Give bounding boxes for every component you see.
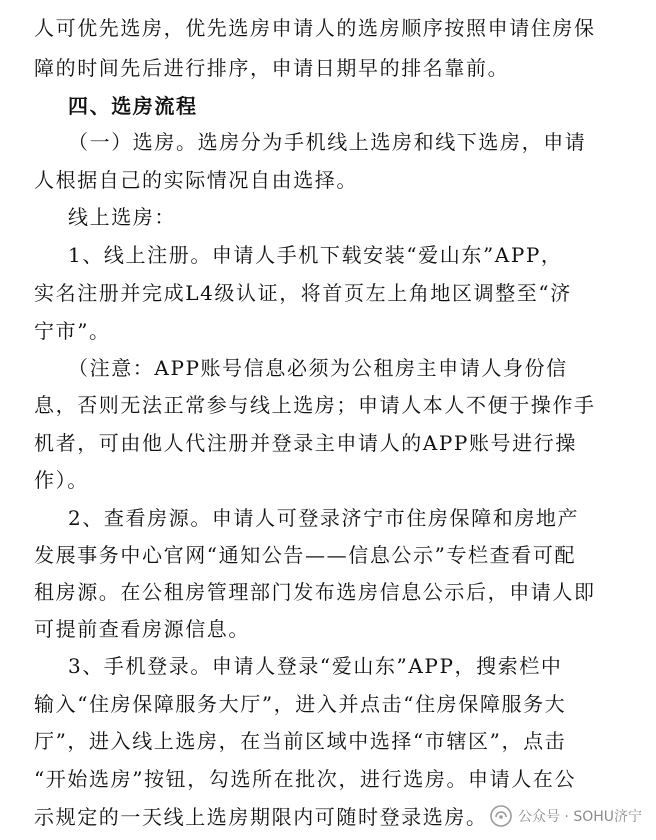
paragraph-line: （一）选房。选房分为手机线上选房和线下选房，申请 — [68, 130, 587, 154]
paragraph-line: 实名注册并完成L4级认证，将首页左上角地区调整至“济 — [34, 281, 572, 305]
paragraph-line: “开始选房”按钮，勾选所在批次，进行选房。申请人在公 — [34, 767, 577, 791]
paragraph-line: 宁市”。 — [34, 319, 111, 343]
paragraph-line: 租房源。在公租房管理部门发布选房信息公示后，申请人即 — [34, 580, 596, 604]
wechat-official-account-icon — [490, 805, 512, 827]
subheading: 线上选房： — [68, 205, 176, 229]
paragraph-line: 示规定的一天线上选房期限内可随时登录选房。 — [34, 805, 488, 829]
paragraph-line: 障的时间先后进行排序，申请日期早的排名靠前。 — [34, 56, 510, 80]
paragraph-line: 人根据自己的实际情况自由选择。 — [34, 168, 358, 192]
watermark-text: 公众号 · SOHU济宁 — [517, 809, 642, 825]
paragraph-line: 输入“住房保障服务大厅”，进入并点击“住房保障服务大 — [34, 692, 567, 716]
paragraph-line: 3、手机登录。申请人登录“爱山东”APP，搜索栏中 — [68, 654, 563, 678]
paragraph-line: 2、查看房源。申请人可登录济宁市住房保障和房地产 — [68, 506, 580, 530]
watermark — [490, 802, 642, 830]
paragraph-line: 发展事务中心官网“通知公告——信息公示”专栏查看可配 — [34, 543, 577, 567]
section-heading: 四、选房流程 — [68, 94, 198, 118]
paragraph-line: 作）。 — [34, 468, 89, 492]
paragraph-line: 息，否则无法正常参与线上选房；申请人本人不便于操作手 — [34, 393, 596, 417]
paragraph-line: 可提前查看房源信息。 — [34, 617, 250, 641]
paragraph-line: （注意：APP账号信息必须为公租房主申请人身份信 — [68, 356, 568, 380]
paragraph-line: 厅”，进入线上选房，在当前区域中选择“市辖区”，点击 — [34, 729, 567, 753]
paragraph-line: 人可优先选房，优先选房申请人的选房顺序按照申请住房保 — [34, 16, 596, 40]
paragraph-line: 1、线上注册。申请人手机下载安装“爱山东”APP， — [68, 243, 563, 267]
paragraph-line: 机者，可由他人代注册并登录主申请人的APP账号进行操 — [34, 431, 577, 455]
